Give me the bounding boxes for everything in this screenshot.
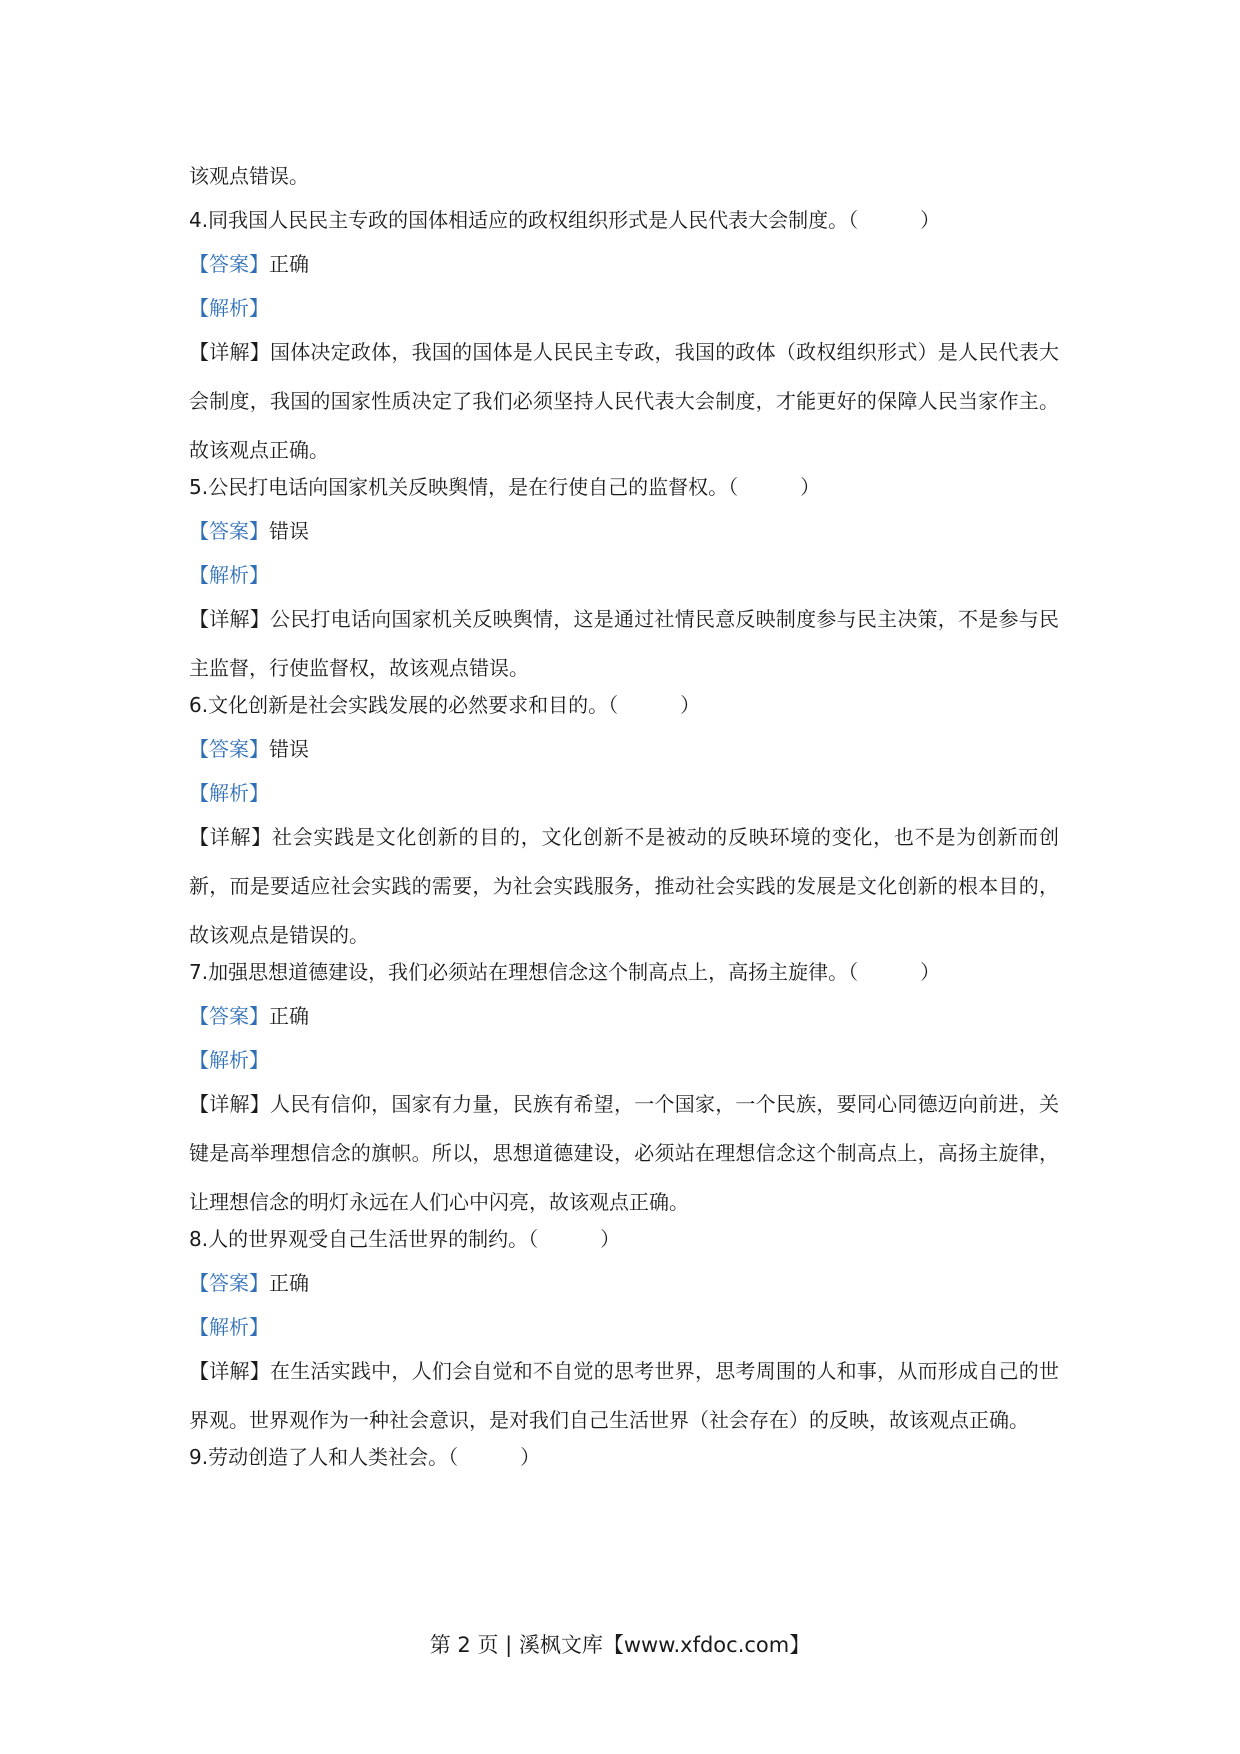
paren-close: ） (800, 475, 821, 499)
analysis-4 (189, 293, 1059, 323)
analysis-tag: 【解析】 (189, 1315, 269, 1339)
answer-4 (189, 249, 1059, 279)
paren-close: ） (520, 1445, 541, 1469)
answer-tag: 【答案】 (189, 737, 269, 761)
question-text: 5.公民打电话向国家机关反映舆情，是在行使自己的监督权。（ (189, 475, 739, 499)
detail-text: 人民有信仰，国家有力量，民族有希望，一个国家，一个民族，要同心同德迈向前进，关键是高举理想信念的旗帜。所以，思想道德建设，必须站在理想信念这个制高点上，高扬主旋律，让理想信念的明灯永远在人们心中闪亮，故该观点正确。 (189, 1092, 1060, 1214)
detail-7 (189, 1080, 1059, 1227)
detail-text: 国体决定政体，我国的国体是人民民主专政，我国的政体（政权组织形式）是人民代表大会制度，我国的国家性质决定了我们必须坚持人民代表大会制度，才能更好的保障人民当家作主。故该观点正确。 (189, 340, 1060, 462)
question-9 (189, 1442, 1059, 1472)
answer-value: 错误 (269, 519, 309, 543)
question-text: 8.人的世界观受自己生活世界的制约。（ (189, 1227, 539, 1251)
analysis-tag: 【解析】 (189, 1048, 269, 1072)
detail-6 (189, 813, 1059, 960)
answer-6 (189, 734, 1059, 764)
answer-tag: 【答案】 (189, 252, 269, 276)
analysis-tag: 【解析】 (189, 563, 269, 587)
answer-5 (189, 516, 1059, 546)
detail-tag: 【详解】 (189, 1092, 270, 1116)
detail-8 (189, 1347, 1059, 1445)
detail-tag: 【详解】 (189, 607, 270, 631)
question-text: 6.文化创新是社会实践发展的必然要求和目的。（ (189, 693, 619, 717)
detail-text: 公民打电话向国家机关反映舆情，这是通过社情民意反映制度参与民主决策，不是参与民主监督，行使监督权，故该观点错误。 (189, 607, 1060, 680)
answer-tag: 【答案】 (189, 1271, 269, 1295)
answer-value: 正确 (269, 1271, 309, 1295)
answer-tag: 【答案】 (189, 1004, 269, 1028)
lead-text: 该观点错误。 (189, 164, 309, 188)
detail-text: 社会实践是文化创新的目的，文化创新不是被动的反映环境的变化，也不是为创新而创新，而是要适应社会实践的需要，为社会实践服务，推动社会实践的发展是文化创新的根本目的，故该观点是错误的。 (189, 825, 1060, 947)
answer-value: 错误 (269, 737, 309, 761)
question-8 (189, 1224, 1059, 1254)
answer-8 (189, 1268, 1059, 1298)
question-5 (189, 472, 1059, 502)
answer-value: 正确 (269, 252, 309, 276)
question-6 (189, 690, 1059, 720)
detail-5 (189, 595, 1059, 693)
document-body (189, 161, 1059, 1486)
detail-tag: 【详解】 (189, 340, 270, 364)
analysis-tag: 【解析】 (189, 296, 269, 320)
detail-tag: 【详解】 (189, 825, 272, 849)
analysis-tag: 【解析】 (189, 781, 269, 805)
answer-7 (189, 1001, 1059, 1031)
detail-text: 在生活实践中，人们会自觉和不自觉的思考世界，思考周围的人和事，从而形成自己的世界观。世界观作为一种社会意识，是对我们自己生活世界（社会存在）的反映，故该观点正确。 (189, 1359, 1060, 1432)
question-text: 4.同我国人民民主专政的国体相适应的政权组织形式是人民代表大会制度。（ (189, 208, 859, 232)
detail-tag: 【详解】 (189, 1359, 270, 1383)
question-7 (189, 957, 1059, 987)
paren-close: ） (680, 693, 701, 717)
question-text: 9.劳动创造了人和人类社会。（ (189, 1445, 459, 1469)
paren-close: ） (600, 1227, 621, 1251)
paren-close: ） (920, 208, 941, 232)
paren-close: ） (920, 960, 941, 984)
detail-4 (189, 328, 1059, 475)
analysis-5 (189, 560, 1059, 590)
answer-value: 正确 (269, 1004, 309, 1028)
question-text: 7.加强思想道德建设，我们必须站在理想信念这个制高点上，高扬主旋律。（ (189, 960, 859, 984)
analysis-6 (189, 778, 1059, 808)
page-footer: 第 2 页 | 溪枫文库【www.xfdoc.com】 (429, 1633, 811, 1657)
analysis-8 (189, 1312, 1059, 1342)
question-4 (189, 205, 1059, 235)
answer-tag: 【答案】 (189, 519, 269, 543)
analysis-7 (189, 1045, 1059, 1075)
